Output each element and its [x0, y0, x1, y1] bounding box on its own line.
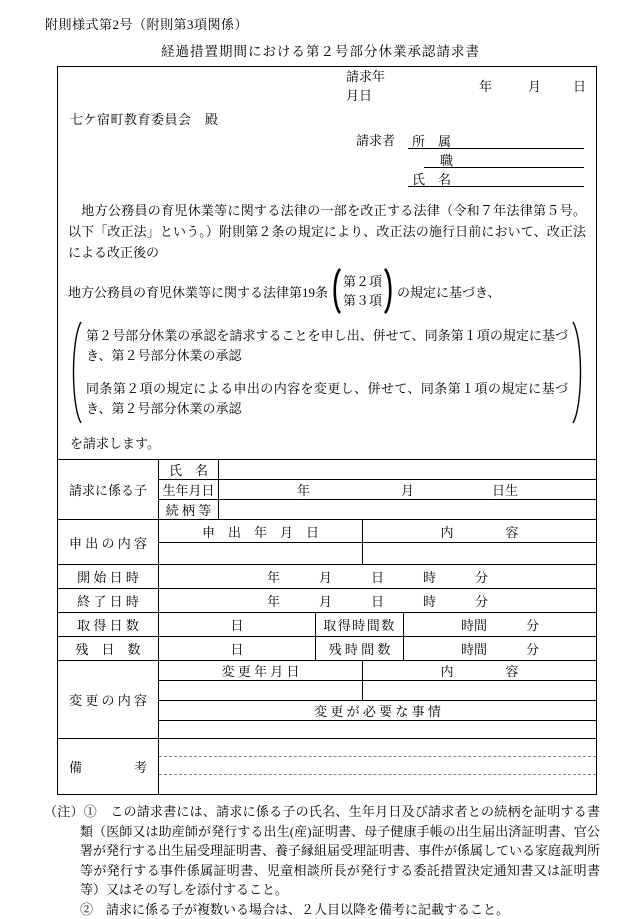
request-section-label: 申 出 の 内 容: [58, 520, 159, 565]
request-content-header: 内 容: [363, 520, 597, 543]
clause-options-bracket: [331, 268, 394, 314]
child-relation-label: 続 柄 等: [159, 500, 219, 520]
start-label: 開 始 日 時: [58, 565, 159, 589]
requester-affiliation-label: 所 属: [412, 134, 451, 149]
requester-position-label: 職: [440, 153, 453, 168]
days-taken-value-cell: 日: [159, 613, 316, 637]
form-number: 附則様式第2号（附則第3項関係）: [45, 14, 597, 33]
addressee: 七ケ宿町教育委員会 殿: [70, 109, 586, 128]
open-paren-icon: [331, 268, 341, 314]
request-date-day-label: 日: [573, 76, 586, 95]
remarks-value-cell: [159, 739, 597, 795]
remarks-label: 備 考: [58, 739, 159, 795]
request-option-change: 同条第２項の規定による申出の内容を変更し、併せて、同条第１項の規定に基づき、第２号部分休業の承認: [86, 379, 568, 419]
start-value-cell: 年 月 日 時 分: [159, 565, 597, 589]
table-row-days-taken: [58, 613, 597, 637]
days-left-label: 残 日 数: [58, 637, 159, 661]
requester-name-field: [408, 169, 584, 187]
request-date-year-label: 年: [479, 76, 492, 95]
hours-taken-value-cell: 時間 分: [404, 613, 597, 637]
child-birth-value-cell: 年 月 日生: [219, 480, 597, 500]
requester-affiliation-row: [356, 130, 584, 149]
end-value-cell: 年 月 日 時 分: [159, 589, 597, 613]
clause-prefix: 地方公務員の育児休業等に関する法律第19条: [68, 282, 328, 301]
request-date-header: 申 出 年 月 日: [159, 520, 363, 543]
requester-name-row: [356, 168, 584, 187]
note-2: ② 請求に係る子が複数いる場合は、２人目以降を備考に記載すること。: [80, 900, 600, 919]
requester-block: [356, 130, 584, 187]
form-box: [57, 66, 597, 795]
remarks-line-3: [159, 775, 596, 794]
big-close-paren-icon: [572, 321, 585, 424]
clause-options: [341, 268, 384, 314]
remarks-line-1: [159, 739, 596, 757]
days-taken-label: 取 得 日 数: [58, 613, 159, 637]
remarks-line-2: [159, 757, 596, 775]
change-date-header: 変 更 年 月 日: [159, 661, 363, 681]
hours-left-value-cell: 時間 分: [404, 637, 597, 661]
request-option-new: 第２号部分休業の承認を請求することを申し出、併せて、同条第１項の規定に基づき、第２号部分休業の承認: [86, 326, 568, 366]
child-name-label: 氏 名: [159, 460, 219, 480]
request-content-value-cell: [363, 543, 597, 565]
change-reason-value-cell: [159, 721, 597, 739]
form-box-upper: [58, 67, 596, 452]
clause-line: [68, 266, 586, 316]
change-content-header: 内 容: [363, 661, 597, 681]
requester-affiliation-field: [408, 131, 584, 149]
child-name-value-cell: [219, 460, 597, 480]
request-date-label: 請求年月日: [346, 66, 396, 104]
request-detail-table: [57, 459, 597, 795]
close-paren-icon: [384, 268, 394, 314]
hours-taken-label: 取得時間数: [316, 613, 404, 637]
child-relation-value-cell: [219, 500, 597, 520]
change-content-value-cell: [363, 681, 597, 701]
request-date-line: [68, 75, 586, 95]
note-1: （注）① この請求書には、請求に係る子の氏名、生年月日及び請求者との続柄を証明する書類（医師又は助産師が発行する出生(産)証明書、母子健康手帳の出生届出済証明書、官公署が発行する出生届受理証明書、養子縁組届受理証明書、事件が係属している家庭裁判所等が発行する事件係属証明書、児童相談所長が発行する委託措置決定通知書又は証明書等）又はその写しを添付すること。: [44, 802, 600, 900]
table-row-request-header: [58, 520, 597, 543]
table-row-end: [58, 589, 597, 613]
change-section-label: 変 更 の 内 容: [58, 661, 159, 739]
clause-option-1: 第２項: [343, 272, 382, 291]
request-date-value-cell: [159, 543, 363, 565]
change-reason-header: 変 更 が 必 要 な 事 情: [159, 701, 597, 721]
clause-option-2: 第３項: [343, 291, 382, 310]
notes-block: [44, 802, 600, 919]
document-title: 経過措置期間における第２号部分休業承認請求書: [44, 40, 597, 60]
table-row-child-name: [58, 460, 597, 480]
table-row-remarks: [58, 739, 597, 795]
big-open-paren-icon: [69, 321, 82, 424]
requester-name-label: 氏 名: [412, 172, 451, 187]
clause-suffix: の規定に基づき、: [397, 282, 500, 301]
table-row-days-left: [58, 637, 597, 661]
end-label: 終 了 日 時: [58, 589, 159, 613]
request-date-month-label: 月: [528, 76, 541, 95]
days-left-value-cell: 日: [159, 637, 316, 661]
requester-label: 請求者: [356, 130, 408, 149]
requester-position-row: [356, 149, 584, 168]
requester-position-field: [424, 150, 584, 168]
table-row-change-header: [58, 661, 597, 681]
request-options-block: [68, 321, 586, 424]
closing-sentence: を請求します。: [70, 433, 586, 452]
legal-paragraph: 地方公務員の育児休業等に関する法律の一部を改正する法律（令和７年法律第５号。以下「改正法」という。）附則第２条の規定により、改正法の施行日前において、改正法による改正後の: [68, 200, 586, 263]
change-date-value-cell: [159, 681, 363, 701]
hours-left-label: 残 時 間 数: [316, 637, 404, 661]
table-row-start: [58, 565, 597, 589]
child-section-label: 請求に係る子: [58, 460, 159, 520]
child-birth-label: 生年月日: [159, 480, 219, 500]
